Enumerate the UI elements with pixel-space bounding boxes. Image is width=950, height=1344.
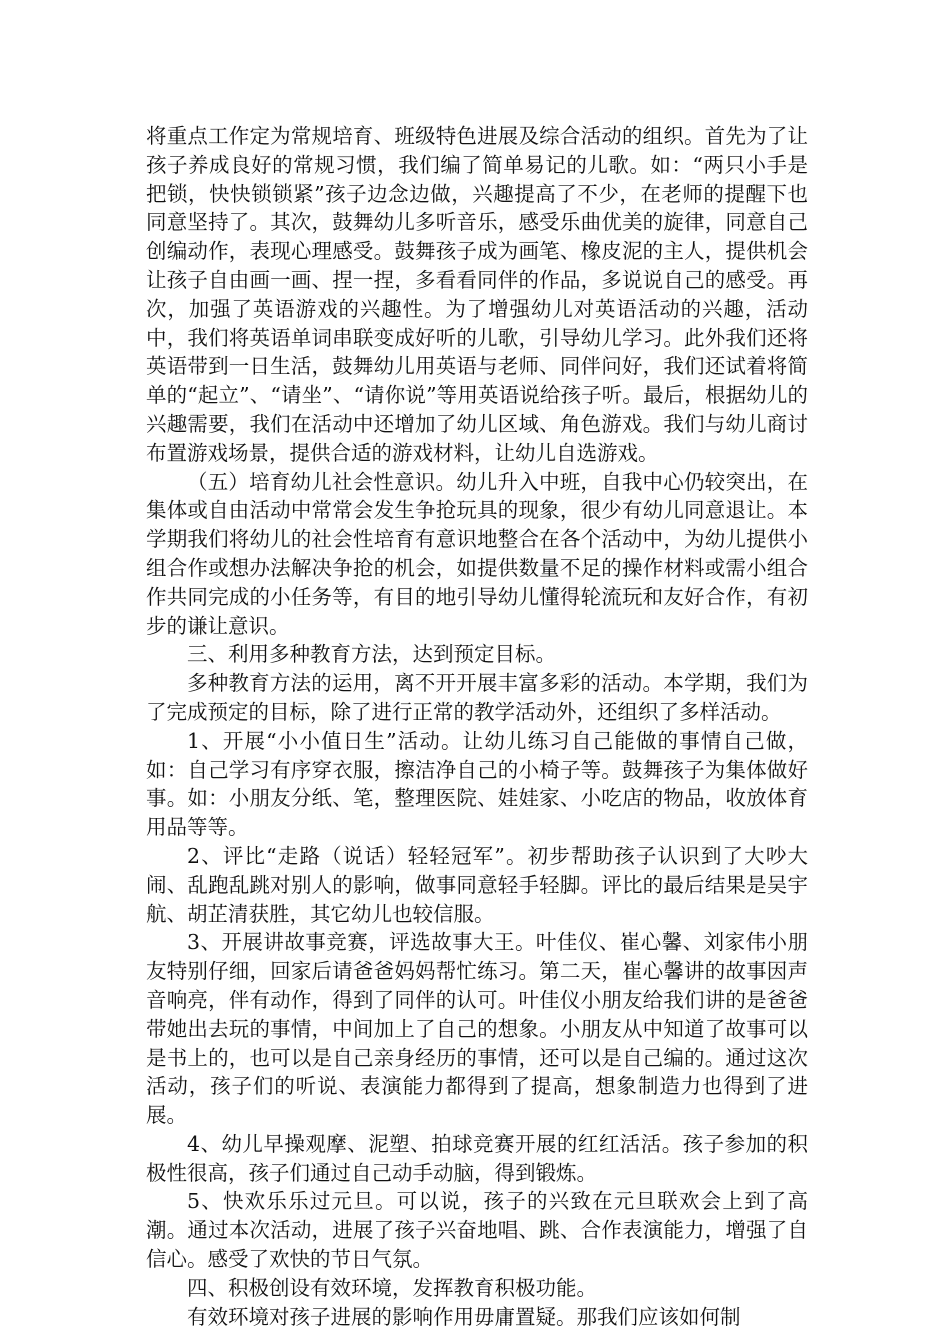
paragraph-6: 2、评比“走路（说话）轻轻冠军”。初步帮助孩子认识到了大吵大闹、乱跑乱跳对别人的影响，做事同意轻手轻脚。评比的最后结果是吴宇航、胡芷清获胜，其它幼儿也较信服。 (146, 843, 808, 926)
paragraph-10-heading: 四、积极创设有效环境，发挥教育积极功能。 (187, 1275, 597, 1300)
paragraph-9: 5、快欢乐乐过元旦。可以说，孩子的兴致在元旦联欢会上到了高潮。通过本次活动，进展了孩子兴奋地唱、跳、合作表演能力，增强了自信心。感受了欢快的节日气氛。 (146, 1189, 808, 1272)
document-page (146, 122, 808, 1331)
paragraph-4: 多种教育方法的运用，离不开开展丰富多彩的活动。本学期，我们为了完成预定的目标，除了进行正常的教学活动外，还组织了多样活动。 (146, 671, 808, 724)
paragraph-5: 1、开展“小小值日生”活动。让幼儿练习自己能做的事情自己做，如：自己学习有序穿衣服，擦洁净自己的小椅子等。鼓舞孩子为集体做好事。如：小朋友分纸、笔，整理医院、娃娃家、小吃店的物品，收放体育用品等等。 (146, 728, 808, 840)
paragraph-8: 4、幼儿早操观摩、泥塑、拍球竞赛开展的红红活活。孩子参加的积极性很高，孩子们通过自己动手动脑，得到锻炼。 (146, 1131, 808, 1185)
paragraph-3-heading: 三、利用多种教育方法，达到预定目标。 (187, 642, 556, 667)
paragraph-1: 将重点工作定为常规培育、班级特色进展及综合活动的组织。首先为了让孩子养成良好的常规习惯，我们编了简单易记的儿歌。如：“两只小手是把锁，快快锁锁紧”孩子边念边做，兴趣提高了不少，在老师的提醒下也同意坚持了。其次，鼓舞幼儿多听音乐，感受乐曲优美的旋律，同意自己创编动作，表现心理感受。鼓舞孩子成为画笔、橡皮泥的主人，提供机会让孩子自由画一画、捏一捏，多看看同伴的作品，多说说自己的感受。再次，加强了英语游戏的兴趣性。为了增强幼儿对英语活动的兴趣，活动中，我们将英语单词串联变成好听的儿歌，引导幼儿学习。此外我们还将英语带到一日生活，鼓舞幼儿用英语与老师、同伴问好，我们还试着将简单的“起立”、“请坐”、“请你说”等用英语说给孩子听。最后，根据幼儿的兴趣需要，我们在活动中还增加了幼儿区域、角色游戏。我们与幼儿商讨布置游戏场景，提供合适的游戏材料，让幼儿自选游戏。 (146, 124, 808, 465)
paragraph-11: 有效环境对孩子进展的影响作用毋庸置疑。那我们应该如何制 (187, 1304, 741, 1329)
paragraph-7: 3、开展讲故事竞赛，评选故事大王。叶佳仪、崔心馨、刘家伟小朋友特别仔细，回家后请爸爸妈妈帮忙练习。第二天，崔心馨讲的故事因声音响亮，伴有动作，得到了同伴的认可。叶佳仪小朋友给我们讲的是爸爸带她出去玩的事情，中间加上了自己的想象。小朋友从中知道了故事可以是书上的，也可以是自己亲身经历的事情，还可以是自己编的。通过这次活动，孩子们的听说、表演能力都得到了提高，想象制造力也得到了进展。 (146, 930, 808, 1128)
paragraph-2: （五）培育幼儿社会性意识。幼儿升入中班，自我中心仍较突出，在集体或自由活动中常常会发生争抢玩具的现象，很少有幼儿同意退让。本学期我们将幼儿的社会性培育有意识地整合在各个活动中，为幼儿提供小组合作或想办法解决争抢的机会，如提供数量不足的操作材料或需小组合作共同完成的小任务等，有目的地引导幼儿懂得轮流玩和友好合作，有初步的谦让意识。 (146, 469, 808, 638)
